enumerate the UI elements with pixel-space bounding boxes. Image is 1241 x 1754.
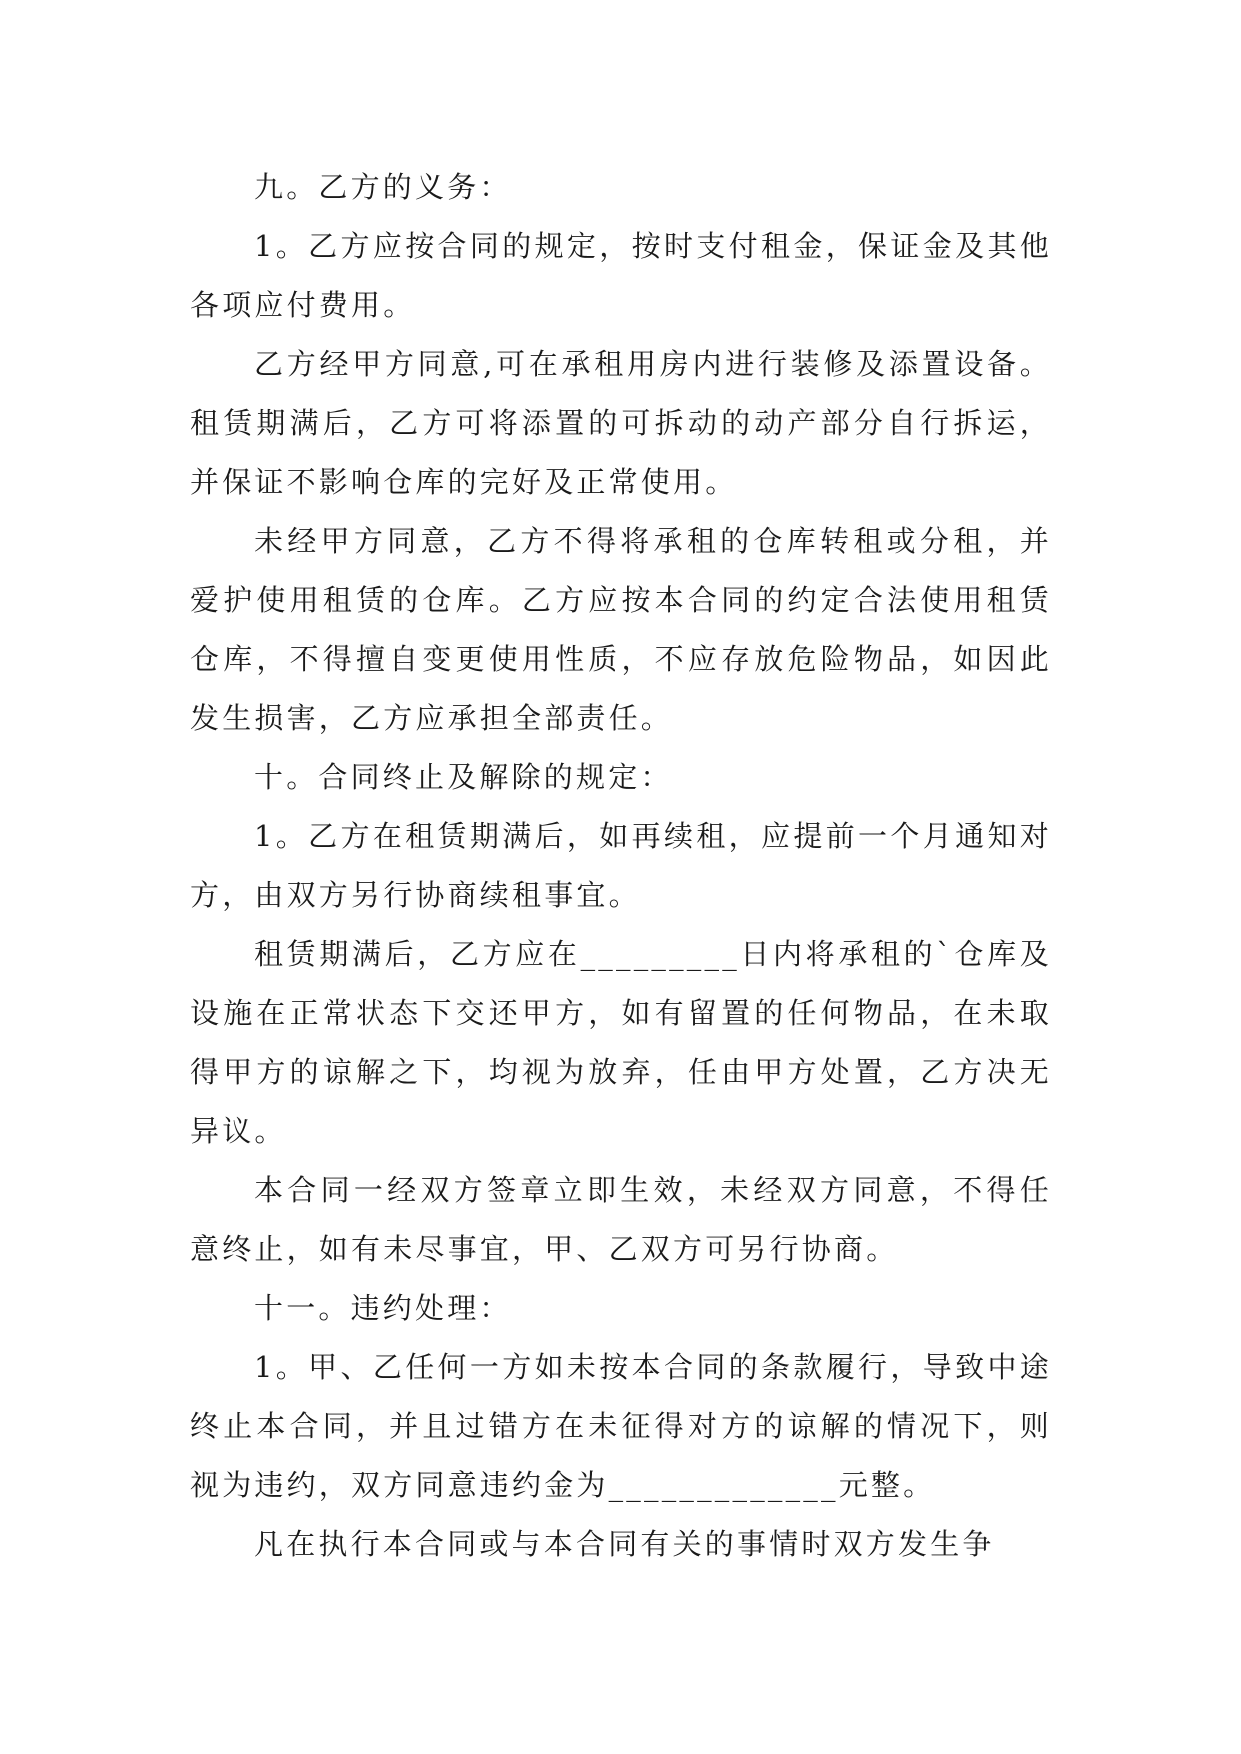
section-heading-10: 十。合同终止及解除的规定：: [254, 760, 673, 794]
paragraph: 未经甲方同意，乙方不得将承租的仓库转租或分租，并爱护使用租赁的仓库。乙方应按本合同的约定合法使用租赁仓库，不得擅自变更使用性质，不应存放危险物品，如因此发生损害，乙方应承担全部责任。: [190, 524, 1052, 735]
paragraph: 1。甲、乙任何一方如未按本合同的条款履行，导致中途终止本合同，并且过错方在未征得对方的谅解的情况下，则视为违约，双方同意违约金为_____________元整。: [190, 1350, 1052, 1502]
section-heading-11: 十一。违约处理：: [254, 1291, 512, 1325]
document-body: [190, 158, 1052, 1574]
section-heading-9: 九。乙方的义务：: [254, 170, 512, 204]
paragraph: 本合同一经双方签章立即生效，未经双方同意，不得任意终止，如有未尽事宜，甲、乙双方可另行协商。: [190, 1173, 1052, 1266]
paragraph: 1。乙方应按合同的规定，按时支付租金，保证金及其他各项应付费用。: [190, 229, 1052, 322]
paragraph: 凡在执行本合同或与本合同有关的事情时双方发生争: [254, 1527, 995, 1561]
paragraph: 租赁期满后，乙方应在_________日内将承租的`仓库及设施在正常状态下交还甲方，如有留置的任何物品，在未取得甲方的谅解之下，均视为放弃，任由甲方处置，乙方决无异议。: [190, 937, 1052, 1148]
paragraph: 1。乙方在租赁期满后，如再续租，应提前一个月通知对方，由双方另行协商续租事宜。: [190, 819, 1052, 912]
paragraph: 乙方经甲方同意,可在承租用房内进行装修及添置设备。租赁期满后，乙方可将添置的可拆动的动产部分自行拆运，并保证不影响仓库的完好及正常使用。: [190, 347, 1052, 499]
